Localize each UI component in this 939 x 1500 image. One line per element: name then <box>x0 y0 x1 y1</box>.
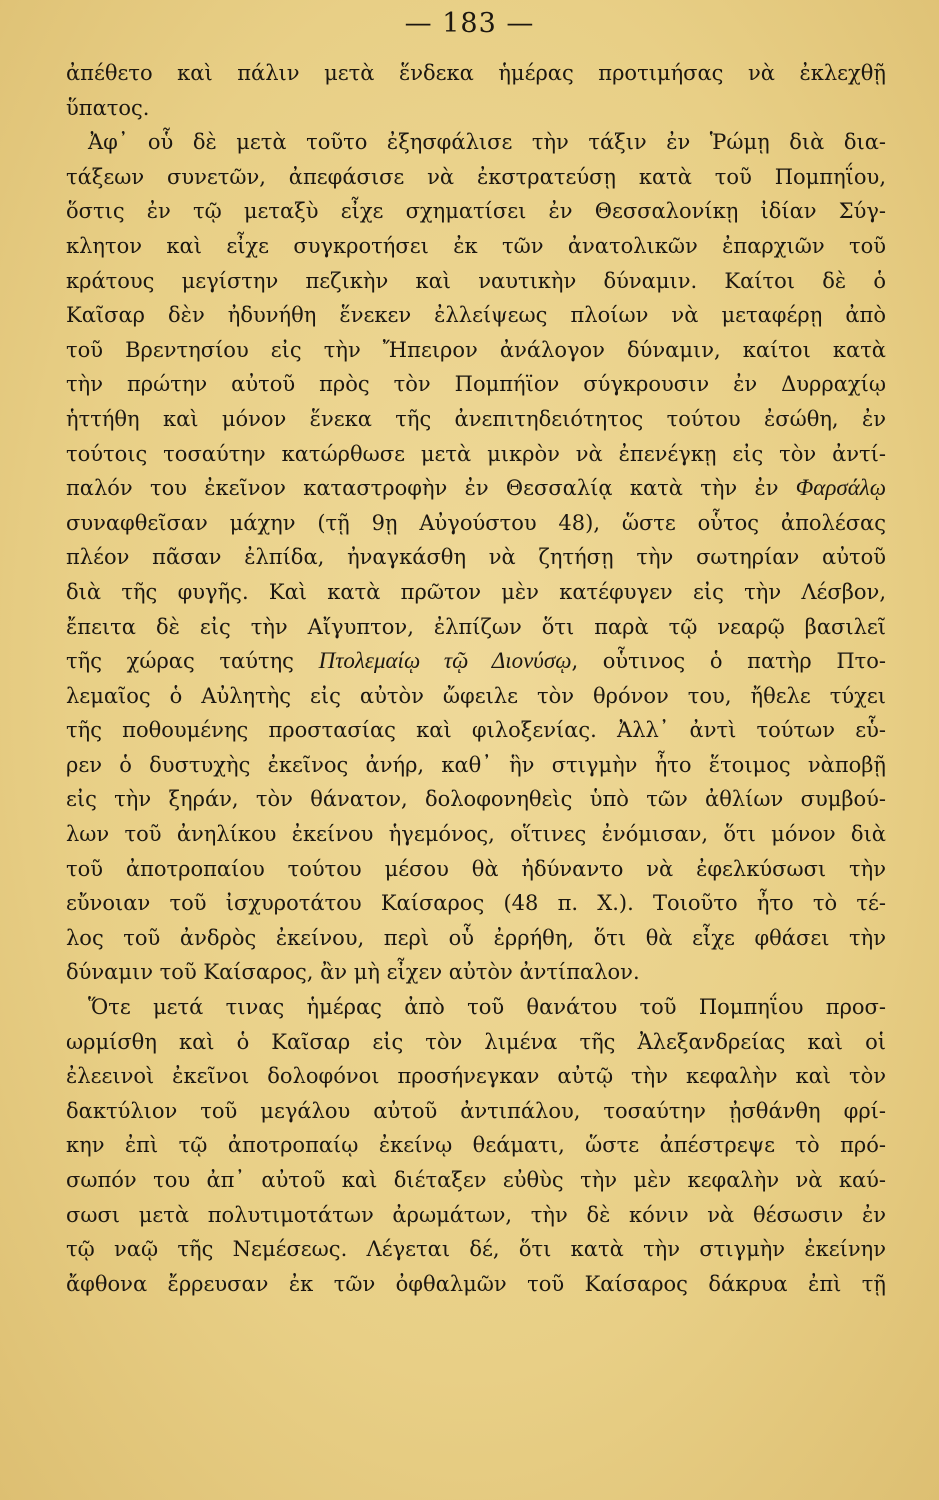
text-line: τοῦ Βρεντησίου εἰς τὴν Ἤπειρον ἀνάλογον δύναμιν, καίτοι κατὰ <box>66 337 886 362</box>
text-line: τὴν πρώτην αὐτοῦ πρὸς τὸν Πομπήϊον σύγκρουσιν ἐν Δυρραχίῳ <box>66 372 886 397</box>
text-line: εὔνοιαν τοῦ ἰσχυροτάτου Καίσαρος (48 π. Χ.). Τοιοῦτο ἦτο τὸ τέ- <box>66 891 886 916</box>
text-line: κλητον καὶ εἶχε συγκροτήσει ἐκ τῶν ἀνατολικῶν ἐπαρχιῶν τοῦ <box>66 233 886 258</box>
text-line: ἡττήθη καὶ μόνον ἕνεκα τῆς ἀνεπιτηδειότητος τούτου ἐσώθη, ἐν <box>66 406 886 431</box>
text-line: εἰς τὴν ξηράν, τὸν θάνατον, δολοφονηθεὶς ὑπὸ τῶν ἀθλίων συμβού- <box>66 787 886 812</box>
text-line: τῆς ποθουμένης προστασίας καὶ φιλοξενίας. Ἀλλ᾽ ἀντὶ τούτων εὗ- <box>66 718 886 743</box>
text-line: πλέον πᾶσαν ἐλπίδα, ἠναγκάσθη νὰ ζητήσῃ τὴν σωτηρίαν αὐτοῦ <box>66 545 886 570</box>
text-line: ἐλεεινοὶ ἐκεῖνοι δολοφόνοι προσήνεγκαν αὐτῷ τὴν κεφαλὴν καὶ τὸν <box>66 1064 886 1089</box>
text-line: τούτοις τοσαύτην κατώρθωσε μετὰ μικρὸν νὰ ἐπενέγκῃ εἰς τὸν ἀντί- <box>66 441 886 466</box>
body-text <box>66 56 886 1301</box>
page-number: — 183 — <box>404 8 535 39</box>
text-line: ἔπειτα δὲ εἰς τὴν Αἴγυπτον, ἐλπίζων ὅτι παρὰ τῷ νεαρῷ βασιλεῖ <box>66 614 886 639</box>
text-line: σωπόν του ἀπ᾽ αὐτοῦ καὶ διέταξεν εὐθὺς τὴν μὲν κεφαλὴν νὰ καύ- <box>66 1168 886 1192</box>
text-line: ἄφθονα ἔρρευσαν ἐκ τῶν ὀφθαλμῶν τοῦ Καίσαρος δάκρυα ἐπὶ τῇ <box>66 1271 886 1296</box>
text-line: συναφθεῖσαν μάχην (τῇ 9ῃ Αὐγούστου 48), ὥστε οὗτος ἀπολέσας <box>66 510 886 535</box>
text-line: Ὅτε μετά τινας ἡμέρας ἀπὸ τοῦ θανάτου τοῦ Πομπηΐου προσ- <box>88 995 886 1020</box>
text-line: κράτους μεγίστην πεζικὴν καὶ ναυτικὴν δύναμιν. Καίτοι δὲ ὁ <box>66 268 886 293</box>
text-line: ὅστις ἐν τῷ μεταξὺ εἶχε σχηματίσει ἐν Θεσσαλονίκῃ ἰδίαν Σύγ- <box>66 199 886 224</box>
text-line: τοῦ ἀποτροπαίου τούτου μέσου θὰ ἠδύναντο νὰ ἐφελκύσωσι τὴν <box>66 856 886 881</box>
text-line: ὕπατος. <box>66 95 150 120</box>
text-line: Ἀφ᾽ οὗ δὲ μετὰ τοῦτο ἐξησφάλισε τὴν τάξιν ἐν Ῥώμῃ διὰ δια- <box>88 130 886 155</box>
text-line: δύναμιν τοῦ Καίσαρος, ἂν μὴ εἶχεν αὐτὸν ἀντίπαλον. <box>66 960 640 985</box>
text-line: κην ἐπὶ τῷ ἀποτροπαίῳ ἐκείνῳ θεάματι, ὥστε ἀπέστρεψε τὸ πρό- <box>66 1133 886 1158</box>
text-line: λων τοῦ ἀνηλίκου ἐκείνου ἡγεμόνος, οἵτινες ἐνόμισαν, ὅτι μόνον διὰ <box>66 822 886 847</box>
text-line: σωσι μετὰ πολυτιμοτάτων ἀρωμάτων, τὴν δὲ κόνιν νὰ θέσωσιν ἐν <box>66 1202 886 1227</box>
text-line: τῆς χώρας ταύτης Πτολεμαίῳ τῷ Διονύσῳ, οὗτινος ὁ πατὴρ Πτο- <box>66 648 886 674</box>
text-line: τῷ ναῷ τῆς Νεμέσεως. Λέγεται δέ, ὅτι κατὰ τὴν στιγμὴν ἐκείνην <box>66 1237 886 1262</box>
italic-name: Πτολεμαίῳ τῷ Διονύσῳ <box>318 648 572 674</box>
italic-name: Φαρσάλῳ <box>795 475 886 501</box>
text-line: ἀπέθετο καὶ πάλιν μετὰ ἕνδεκα ἡμέρας προτιμήσας νὰ ἐκλεχθῇ <box>66 61 886 85</box>
text-line: λεμαῖος ὁ Αὐλητὴς εἰς αὐτὸν ὤφειλε τὸν θρόνον του, ἤθελε τύχει <box>66 683 886 708</box>
text-line: Καῖσαρ δὲν ἠδυνήθη ἕνεκεν ἐλλείψεως πλοίων νὰ μεταφέρῃ ἀπὸ <box>66 303 886 328</box>
text-line: ρεν ὁ δυστυχὴς ἐκεῖνος ἀνήρ, καθ᾽ ἣν στιγμὴν ἦτο ἕτοιμος νὰποβῇ <box>66 752 886 777</box>
text-line: λος τοῦ ἀνδρὸς ἐκείνου, περὶ οὗ ἐρρήθη, ὅτι θὰ εἶχε φθάσει τὴν <box>66 925 886 950</box>
text-line: τάξεων συνετῶν, ἀπεφάσισε νὰ ἐκστρατεύσῃ κατὰ τοῦ Πομπηΐου, <box>66 164 886 189</box>
text-line: ωρμίσθη καὶ ὁ Καῖσαρ εἰς τὸν λιμένα τῆς Ἀλεξανδρείας καὶ οἱ <box>66 1029 886 1054</box>
text-line: παλόν του ἐκεῖνον καταστροφὴν ἐν Θεσσαλίᾳ κατὰ τὴν ἐν Φαρσάλῳ <box>66 475 886 501</box>
text-line: διὰ τῆς φυγῆς. Καὶ κατὰ πρῶτον μὲν κατέφυγεν εἰς τὴν Λέσβον, <box>66 579 886 604</box>
text-line: δακτύλιον τοῦ μεγάλου αὐτοῦ ἀντιπάλου, τοσαύτην ᾐσθάνθη φρί- <box>66 1098 886 1123</box>
